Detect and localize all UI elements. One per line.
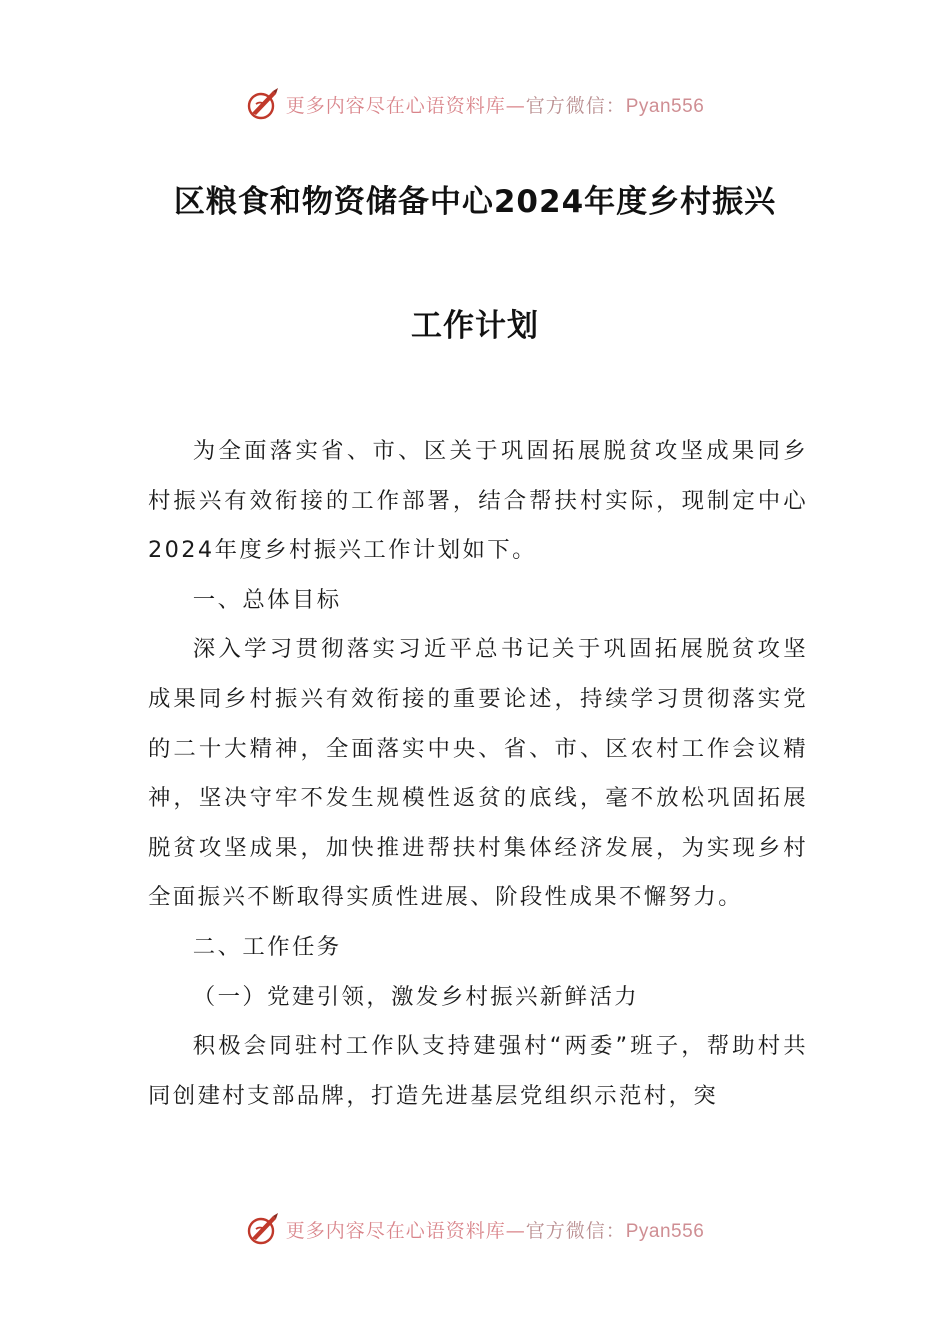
watermark-wechat-label: 官方微信：	[525, 94, 626, 117]
watermark-wechat-label: 官方微信：	[525, 1219, 626, 1242]
watermark-text	[286, 1216, 705, 1243]
paragraph-party-building: 积极会同驻村工作队支持建强村“两委”班子，帮助村共同创建村支部品牌，打造先进基层党组织示范村，突	[148, 1033, 808, 1109]
paragraph-overall-goal: 深入学习贯彻落实习近平总书记关于巩固拓展脱贫攻坚成果同乡村振兴有效衔接的重要论述，持续学习贯彻落实党的二十大精神，全面落实中央、省、市、区农村工作会议精神，坚决守牢不发生规模性返贫的底线，毫不放松巩固拓展脱贫攻坚成果，加快推进帮扶村集体经济发展，为实现乡村全面振兴不断取得实质性进展、阶段性成果不懈努力。	[148, 636, 808, 911]
watermark-site-text: 更多内容尽在心语资料库	[285, 1219, 506, 1242]
watermark-site-text: 更多内容尽在心语资料库	[285, 94, 506, 117]
document-title-line-1: 区粮食和物资储备中心2024年度乡村振兴	[173, 184, 777, 220]
watermark-footer	[0, 1209, 950, 1249]
section-heading-tasks: 二、工作任务	[192, 933, 342, 960]
paragraph-intro: 为全面落实省、市、区关于巩固拓展脱贫攻坚成果同乡村振兴有效衔接的工作部署，结合帮扶村实际，现制定中心2024年度乡村振兴工作计划如下。	[148, 438, 808, 564]
document-body	[148, 427, 808, 1121]
quill-pen-logo-icon	[246, 87, 280, 121]
watermark-dash: —	[505, 94, 526, 117]
watermark-wechat-id: Pyan556	[625, 1220, 705, 1242]
watermark-text	[286, 91, 705, 118]
watermark-wechat-id: Pyan556	[625, 95, 705, 117]
section-heading-overall-goal: 一、总体目标	[192, 586, 342, 613]
quill-pen-logo-icon	[246, 1212, 280, 1246]
subsection-heading-party-building: （一）党建引领，激发乡村振兴新鲜活力	[192, 983, 640, 1010]
document-title-line-2: 工作计划	[411, 308, 539, 344]
watermark-header	[0, 84, 950, 124]
watermark-dash: —	[505, 1219, 526, 1242]
